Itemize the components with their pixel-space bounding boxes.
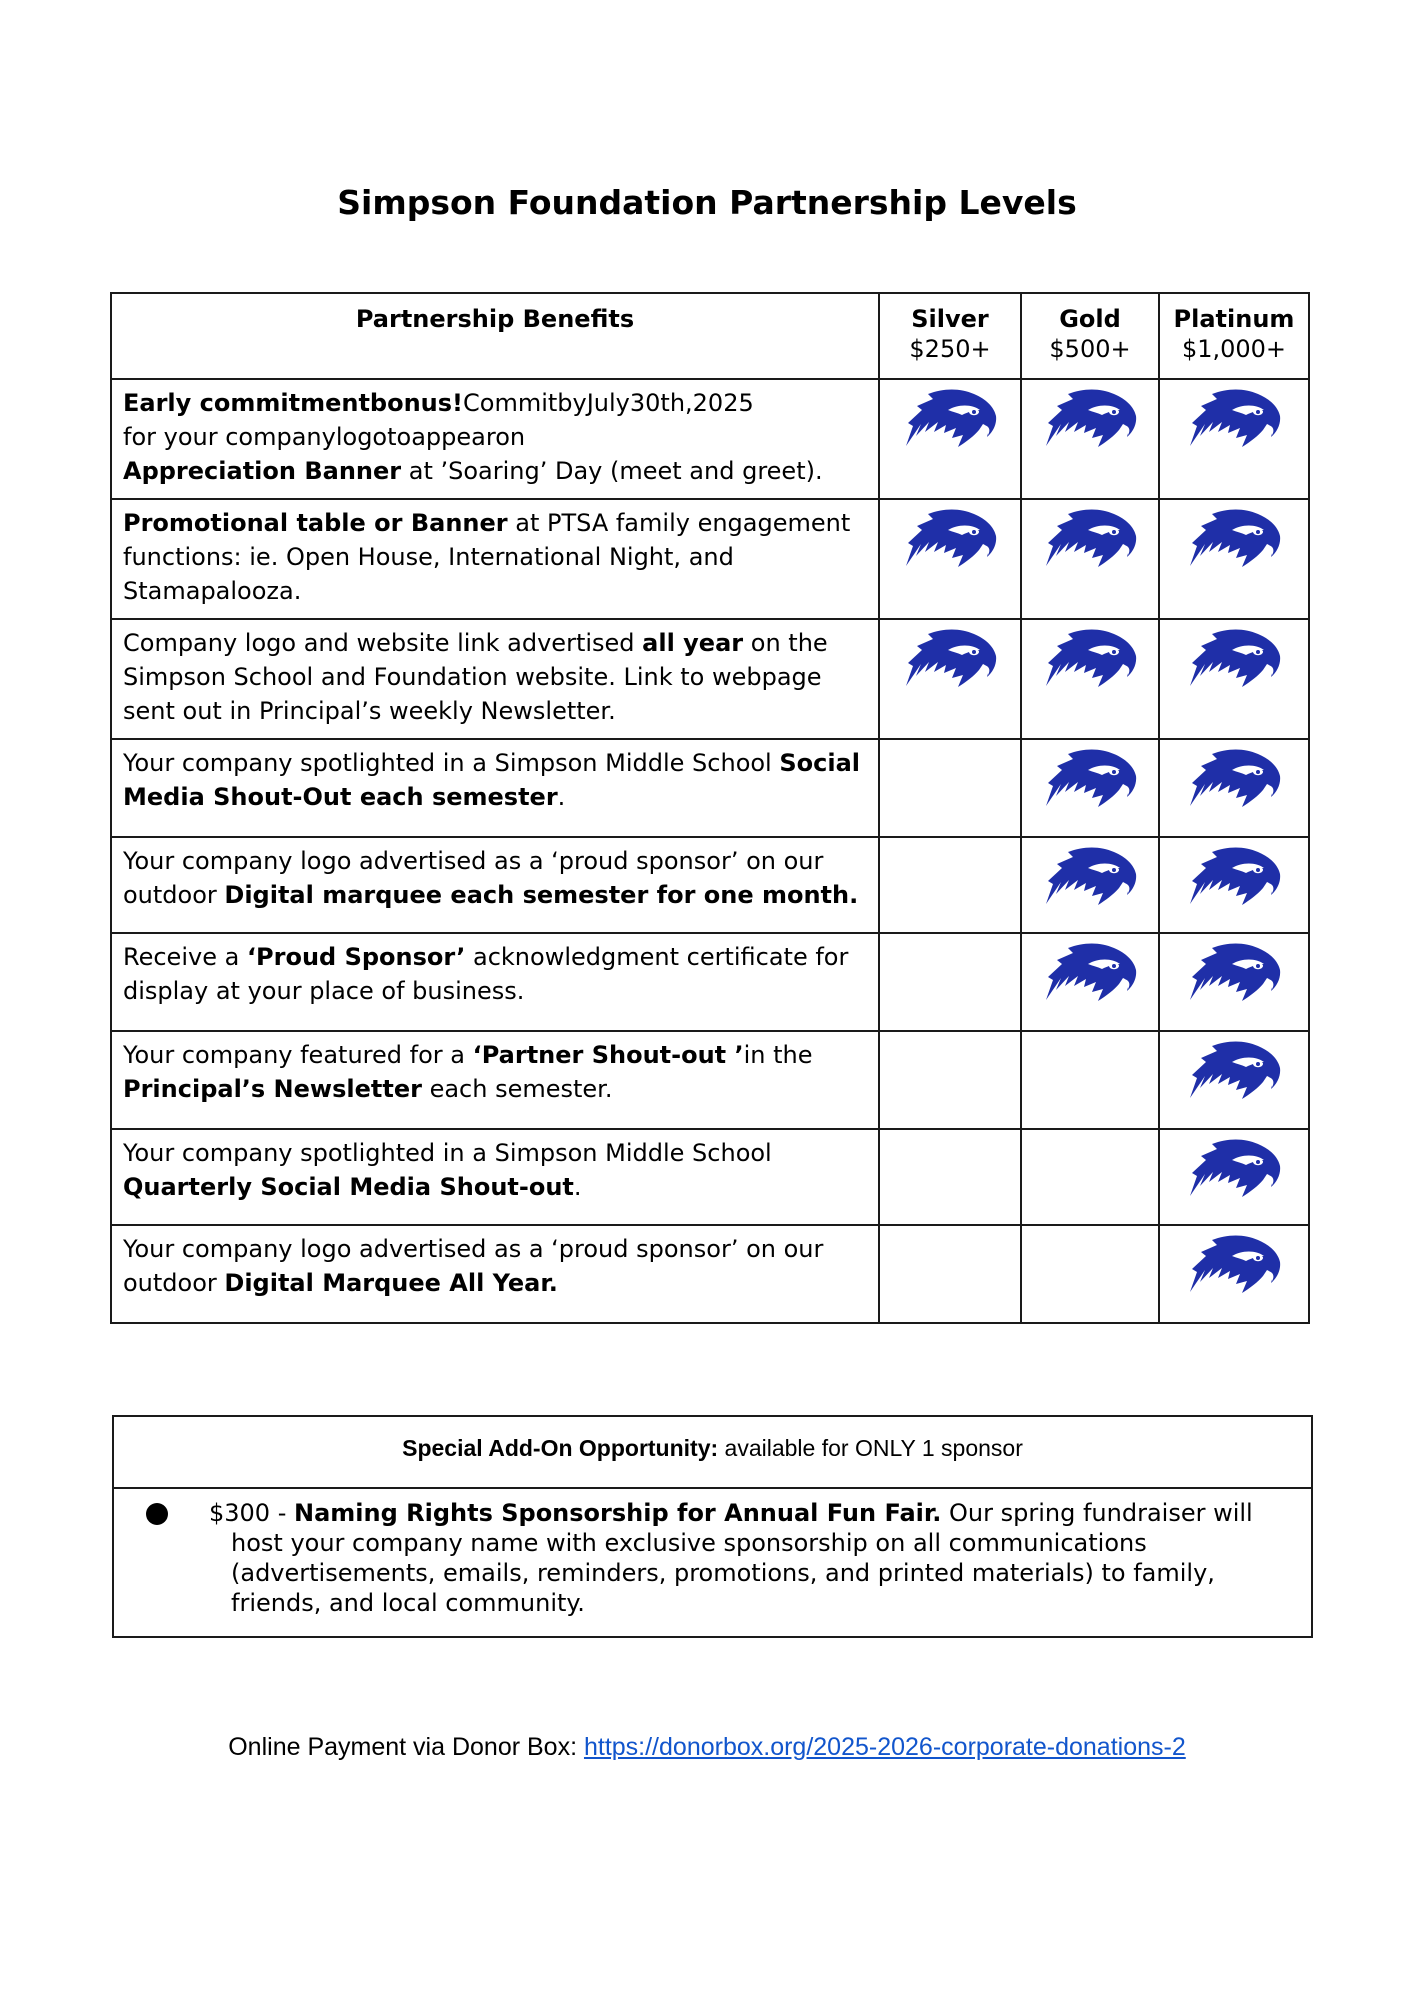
eagle-mascot-icon <box>1184 934 1284 1008</box>
addon-description <box>209 1498 1281 1618</box>
benefit-description <box>111 499 879 619</box>
addon-header-title: Special Add-On Opportunity: <box>402 1435 719 1461</box>
benefit-text: Company logo and website link advertised <box>123 629 643 657</box>
benefit-text: acknowledgment certificate for display at your place of business. <box>123 943 849 1005</box>
eagle-mascot-icon <box>1040 740 1140 814</box>
benefit-text: Your company spotlighted in a Simpson Middle School <box>123 749 780 777</box>
addon-title: Naming Rights Sponsorship for Annual Fun Fair. <box>294 1499 942 1527</box>
benefit-rows <box>111 379 1309 1323</box>
tier-cell-platinum <box>1159 739 1309 837</box>
silver-column-header <box>879 293 1021 379</box>
special-addon-box <box>112 1415 1313 1638</box>
table-row <box>111 1129 1309 1225</box>
eagle-mascot-icon <box>1184 380 1284 454</box>
table-row <box>111 1225 1309 1323</box>
benefit-text: for your companylogotoappearon <box>123 423 526 451</box>
table-row <box>111 933 1309 1031</box>
eagle-mascot-icon <box>1184 1032 1284 1106</box>
benefit-highlight: ‘Partner Shout-out ’ <box>472 1041 744 1069</box>
tier-cell-platinum <box>1159 933 1309 1031</box>
benefit-description <box>111 1031 879 1129</box>
table-row <box>111 837 1309 933</box>
benefit-highlight: Appreciation Banner <box>123 457 402 485</box>
table-header-row <box>111 293 1309 379</box>
donorbox-link[interactable]: https://donorbox.org/2025-2026-corporate-donations-2 <box>583 1733 1186 1761</box>
tier-price: $500+ <box>1049 335 1131 363</box>
benefit-text: Your company logo advertised as a ‘proud sponsor’ on our outdoor <box>123 1235 824 1297</box>
benefit-highlight: Digital Marquee All Year. <box>224 1269 558 1297</box>
tier-cell-silver <box>879 379 1021 499</box>
addon-header-note: available for ONLY 1 sponsor <box>718 1435 1023 1461</box>
eagle-mascot-icon <box>1184 620 1284 694</box>
tier-cell-platinum <box>1159 619 1309 739</box>
platinum-column-header <box>1159 293 1309 379</box>
benefit-text: Your company spotlighted in a Simpson Middle School <box>123 1139 772 1167</box>
tier-name: Platinum <box>1173 305 1295 333</box>
tier-cell-gold <box>1021 379 1159 499</box>
tier-cell-platinum <box>1159 837 1309 933</box>
table-row <box>111 619 1309 739</box>
benefit-text: Receive a <box>123 943 247 971</box>
eagle-mascot-icon <box>900 380 1000 454</box>
benefit-text: Your company featured for a <box>123 1041 473 1069</box>
tier-cell-platinum <box>1159 1225 1309 1323</box>
eagle-mascot-icon <box>1040 380 1140 454</box>
tier-cell-gold <box>1021 1225 1159 1323</box>
tier-cell-gold <box>1021 837 1159 933</box>
tier-cell-gold <box>1021 499 1159 619</box>
benefit-highlight: Quarterly Social Media Shout-out <box>123 1173 574 1201</box>
eagle-mascot-icon <box>900 620 1000 694</box>
eagle-mascot-icon <box>1184 1130 1284 1204</box>
tier-cell-silver <box>879 619 1021 739</box>
benefit-description <box>111 619 879 739</box>
benefit-text: at PTSA family engagement functions: ie. Open House, International Night, and Stamapalooza. <box>123 509 851 605</box>
benefit-description <box>111 1129 879 1225</box>
benefit-text: . <box>557 783 566 811</box>
benefit-text: . <box>573 1173 582 1201</box>
tier-cell-silver <box>879 933 1021 1031</box>
tier-cell-gold <box>1021 619 1159 739</box>
eagle-mascot-icon <box>1184 1226 1284 1300</box>
eagle-mascot-icon <box>1040 500 1140 574</box>
benefit-highlight: all year <box>642 629 744 657</box>
tier-cell-silver <box>879 499 1021 619</box>
addon-details: Our spring fundraiser will host your company name with exclusive sponsorship on all communications (advertisements, emails, reminders, promotions, and printed materials) to family, friends, and local community. <box>231 1499 1253 1617</box>
tier-price: $1,000+ <box>1181 335 1287 363</box>
tier-cell-gold <box>1021 1129 1159 1225</box>
table-row <box>111 499 1309 619</box>
benefit-text: on the Simpson School and Foundation website. Link to webpage sent out in Principal’s weekly Newsletter. <box>123 629 828 725</box>
tier-name: Gold <box>1059 305 1121 333</box>
benefit-description <box>111 739 879 837</box>
benefit-highlight: Early commitmentbonus! <box>123 389 463 417</box>
addon-header <box>114 1417 1311 1489</box>
tier-cell-silver <box>879 1129 1021 1225</box>
addon-body <box>114 1489 1311 1618</box>
benefit-highlight: Digital marquee each semester for one month. <box>224 881 859 909</box>
tier-price: $250+ <box>909 335 991 363</box>
eagle-mascot-icon <box>1184 500 1284 574</box>
benefits-column-header: Partnership Benefits <box>111 293 879 379</box>
partnership-benefits-table <box>110 292 1310 1324</box>
benefit-highlight: Principal’s Newsletter <box>123 1075 422 1103</box>
addon-price: $300 - <box>209 1499 294 1527</box>
payment-label: Online Payment via Donor Box: <box>228 1733 584 1761</box>
eagle-mascot-icon <box>1184 838 1284 912</box>
bullet-icon <box>146 1503 168 1525</box>
table-row <box>111 739 1309 837</box>
eagle-mascot-icon <box>1040 620 1140 694</box>
benefit-description <box>111 379 879 499</box>
table-row <box>111 379 1309 499</box>
table-row <box>111 1031 1309 1129</box>
tier-cell-platinum <box>1159 499 1309 619</box>
gold-column-header <box>1021 293 1159 379</box>
tier-cell-gold <box>1021 1031 1159 1129</box>
benefit-text: in the <box>743 1041 813 1069</box>
tier-cell-gold <box>1021 739 1159 837</box>
tier-cell-silver <box>879 739 1021 837</box>
benefit-description <box>111 837 879 933</box>
benefit-highlight: ‘Proud Sponsor’ <box>246 943 466 971</box>
tier-cell-silver <box>879 1225 1021 1323</box>
tier-cell-gold <box>1021 933 1159 1031</box>
tier-cell-platinum <box>1159 379 1309 499</box>
eagle-mascot-icon <box>900 500 1000 574</box>
benefit-description <box>111 933 879 1031</box>
eagle-mascot-icon <box>1184 740 1284 814</box>
tier-cell-silver <box>879 837 1021 933</box>
eagle-mascot-icon <box>1040 838 1140 912</box>
benefit-description <box>111 1225 879 1323</box>
page-title: Simpson Foundation Partnership Levels <box>337 183 1077 222</box>
benefit-text: each semester. <box>421 1075 613 1103</box>
benefit-text: Your company logo advertised as a ‘proud sponsor’ on our outdoor <box>123 847 824 909</box>
benefit-highlight: Social Media Shout-Out each semester <box>123 749 861 811</box>
tier-name: Silver <box>911 305 989 333</box>
benefit-text: CommitbyJuly30th,2025 <box>463 389 754 417</box>
eagle-mascot-icon <box>1040 934 1140 1008</box>
payment-line <box>0 1733 1414 1762</box>
tier-cell-platinum <box>1159 1031 1309 1129</box>
benefit-text: at ’Soaring’ Day (meet and greet). <box>401 457 823 485</box>
benefit-highlight: Promotional table or Banner <box>123 509 508 537</box>
tier-cell-platinum <box>1159 1129 1309 1225</box>
tier-cell-silver <box>879 1031 1021 1129</box>
